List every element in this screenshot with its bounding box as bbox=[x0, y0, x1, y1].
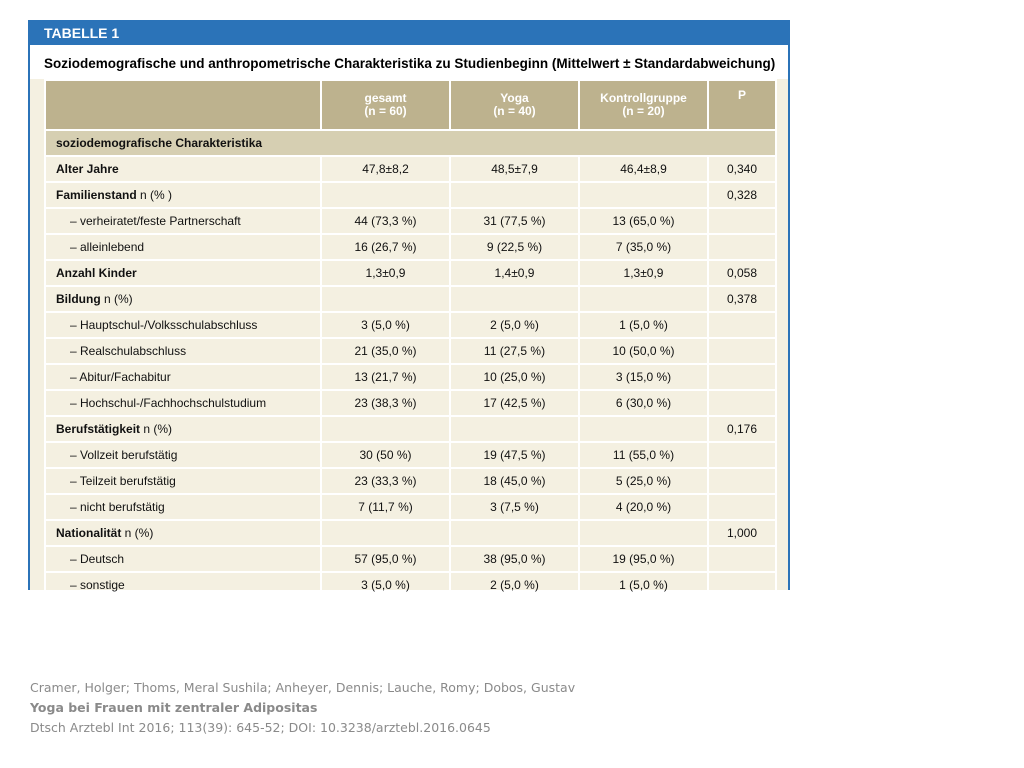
cell-gesamt bbox=[321, 182, 450, 208]
cell-gesamt: 1,3±0,9 bbox=[321, 260, 450, 286]
table-row bbox=[45, 468, 776, 494]
cell-gesamt: 3 (5,0 %) bbox=[321, 312, 450, 338]
cell-kontrollgruppe: 1 (5,0 %) bbox=[579, 312, 708, 338]
cell-kontrollgruppe: 13 (65,0 %) bbox=[579, 208, 708, 234]
row-label: – Hauptschul-/Volksschulabschluss bbox=[45, 312, 321, 338]
row-label: – verheiratet/feste Partnerschaft bbox=[45, 208, 321, 234]
cell-yoga: 48,5±7,9 bbox=[450, 156, 579, 182]
cell-p-value bbox=[708, 312, 776, 338]
col-header-p: P bbox=[708, 80, 776, 130]
citation-source: Dtsch Arztebl Int 2016; 113(39): 645-52; DOI: 10.3238/arztebl.2016.0645 bbox=[30, 720, 491, 735]
cell-p-value bbox=[708, 546, 776, 572]
cell-gesamt: 23 (33,3 %) bbox=[321, 468, 450, 494]
cell-yoga: 2 (5,0 %) bbox=[450, 312, 579, 338]
cell-kontrollgruppe: 19 (95,0 %) bbox=[579, 546, 708, 572]
cell-p-value: 0,378 bbox=[708, 286, 776, 312]
row-label: – Teilzeit berufstätig bbox=[45, 468, 321, 494]
cell-yoga: 9 (22,5 %) bbox=[450, 234, 579, 260]
cell-yoga bbox=[450, 286, 579, 312]
cell-yoga: 10 (25,0 %) bbox=[450, 364, 579, 390]
table-row bbox=[45, 156, 776, 182]
cell-kontrollgruppe bbox=[579, 520, 708, 546]
cell-kontrollgruppe: 4 (20,0 %) bbox=[579, 494, 708, 520]
row-label: Familienstand n (% ) bbox=[45, 182, 321, 208]
row-label: Nationalität n (%) bbox=[45, 520, 321, 546]
table-row bbox=[45, 442, 776, 468]
cell-kontrollgruppe: 11 (55,0 %) bbox=[579, 442, 708, 468]
cell-gesamt bbox=[321, 416, 450, 442]
cell-gesamt: 7 (11,7 %) bbox=[321, 494, 450, 520]
cell-yoga bbox=[450, 182, 579, 208]
cell-gesamt: 21 (35,0 %) bbox=[321, 338, 450, 364]
cell-p-value bbox=[708, 442, 776, 468]
cell-kontrollgruppe: 7 (35,0 %) bbox=[579, 234, 708, 260]
cell-p-value bbox=[708, 390, 776, 416]
row-label: Berufstätigkeit n (%) bbox=[45, 416, 321, 442]
table-figure bbox=[28, 20, 790, 590]
cell-p-value: 0,328 bbox=[708, 182, 776, 208]
cell-p-value: 1,000 bbox=[708, 520, 776, 546]
row-label: – nicht berufstätig bbox=[45, 494, 321, 520]
row-label: – Vollzeit berufstätig bbox=[45, 442, 321, 468]
column-header-row bbox=[45, 80, 776, 130]
row-label: Anzahl Kinder bbox=[45, 260, 321, 286]
cell-gesamt: 16 (26,7 %) bbox=[321, 234, 450, 260]
cell-yoga: 11 (27,5 %) bbox=[450, 338, 579, 364]
cell-p-value bbox=[708, 494, 776, 520]
cell-gesamt bbox=[321, 286, 450, 312]
table-row bbox=[45, 338, 776, 364]
data-table bbox=[44, 79, 777, 599]
row-label: – Deutsch bbox=[45, 546, 321, 572]
row-label: – alleinlebend bbox=[45, 234, 321, 260]
cell-yoga bbox=[450, 416, 579, 442]
row-label: – Hochschul-/Fachhochschulstudium bbox=[45, 390, 321, 416]
cell-gesamt: 13 (21,7 %) bbox=[321, 364, 450, 390]
table-row bbox=[45, 260, 776, 286]
table-row bbox=[45, 312, 776, 338]
cell-kontrollgruppe: 6 (30,0 %) bbox=[579, 390, 708, 416]
row-label: – Realschulabschluss bbox=[45, 338, 321, 364]
cell-p-value bbox=[708, 364, 776, 390]
table-caption: Soziodemografische und anthropometrische Charakteristika zu Studienbeginn (Mittelwert ± Standardabweichung) bbox=[30, 45, 788, 79]
cell-kontrollgruppe: 46,4±8,9 bbox=[579, 156, 708, 182]
cell-p-value bbox=[708, 468, 776, 494]
cell-gesamt: 3 (5,0 %) bbox=[321, 572, 450, 598]
table-row bbox=[45, 494, 776, 520]
table-label: TABELLE 1 bbox=[30, 20, 788, 45]
cell-p-value bbox=[708, 338, 776, 364]
col-header-gesamt: gesamt (n = 60) bbox=[321, 80, 450, 130]
cell-kontrollgruppe: 3 (15,0 %) bbox=[579, 364, 708, 390]
table-row bbox=[45, 364, 776, 390]
table-row bbox=[45, 416, 776, 442]
table-row bbox=[45, 234, 776, 260]
cell-p-value: 0,340 bbox=[708, 156, 776, 182]
section-row bbox=[45, 130, 776, 156]
section-title: soziodemografische Charakteristika bbox=[45, 130, 776, 156]
table-row bbox=[45, 286, 776, 312]
table-row bbox=[45, 182, 776, 208]
cell-yoga: 38 (95,0 %) bbox=[450, 546, 579, 572]
cell-yoga: 18 (45,0 %) bbox=[450, 468, 579, 494]
cell-gesamt: 23 (38,3 %) bbox=[321, 390, 450, 416]
cell-yoga: 17 (42,5 %) bbox=[450, 390, 579, 416]
cell-gesamt: 57 (95,0 %) bbox=[321, 546, 450, 572]
cell-yoga bbox=[450, 520, 579, 546]
table-row bbox=[45, 520, 776, 546]
cell-gesamt: 44 (73,3 %) bbox=[321, 208, 450, 234]
header-corner bbox=[45, 80, 321, 130]
cell-yoga: 31 (77,5 %) bbox=[450, 208, 579, 234]
cell-kontrollgruppe bbox=[579, 286, 708, 312]
table-row bbox=[45, 390, 776, 416]
row-label: Alter Jahre bbox=[45, 156, 321, 182]
cell-p-value: 0,058 bbox=[708, 260, 776, 286]
cell-yoga: 3 (7,5 %) bbox=[450, 494, 579, 520]
row-label: – Abitur/Fachabitur bbox=[45, 364, 321, 390]
col-header-kontrollgruppe: Kontrollgruppe (n = 20) bbox=[579, 80, 708, 130]
cell-p-value bbox=[708, 208, 776, 234]
cell-kontrollgruppe: 1,3±0,9 bbox=[579, 260, 708, 286]
cell-kontrollgruppe bbox=[579, 416, 708, 442]
cell-gesamt: 47,8±8,2 bbox=[321, 156, 450, 182]
cell-yoga: 1,4±0,9 bbox=[450, 260, 579, 286]
cell-gesamt bbox=[321, 520, 450, 546]
cell-p-value: 0,176 bbox=[708, 416, 776, 442]
cell-yoga: 19 (47,5 %) bbox=[450, 442, 579, 468]
citation-title: Yoga bei Frauen mit zentraler Adipositas bbox=[30, 700, 318, 715]
cell-yoga: 2 (5,0 %) bbox=[450, 572, 579, 598]
col-header-yoga: Yoga (n = 40) bbox=[450, 80, 579, 130]
citation-authors: Cramer, Holger; Thoms, Meral Sushila; Anheyer, Dennis; Lauche, Romy; Dobos, Gustav bbox=[30, 680, 576, 695]
cell-kontrollgruppe: 1 (5,0 %) bbox=[579, 572, 708, 598]
cell-kontrollgruppe: 10 (50,0 %) bbox=[579, 338, 708, 364]
cell-kontrollgruppe: 5 (25,0 %) bbox=[579, 468, 708, 494]
table-row bbox=[45, 208, 776, 234]
cell-kontrollgruppe bbox=[579, 182, 708, 208]
citation bbox=[30, 678, 575, 738]
table-row bbox=[45, 546, 776, 572]
row-label: Bildung n (%) bbox=[45, 286, 321, 312]
table-row bbox=[45, 572, 776, 598]
row-label: – sonstige bbox=[45, 572, 321, 598]
cell-p-value bbox=[708, 234, 776, 260]
cell-gesamt: 30 (50 %) bbox=[321, 442, 450, 468]
cell-p-value bbox=[708, 572, 776, 598]
